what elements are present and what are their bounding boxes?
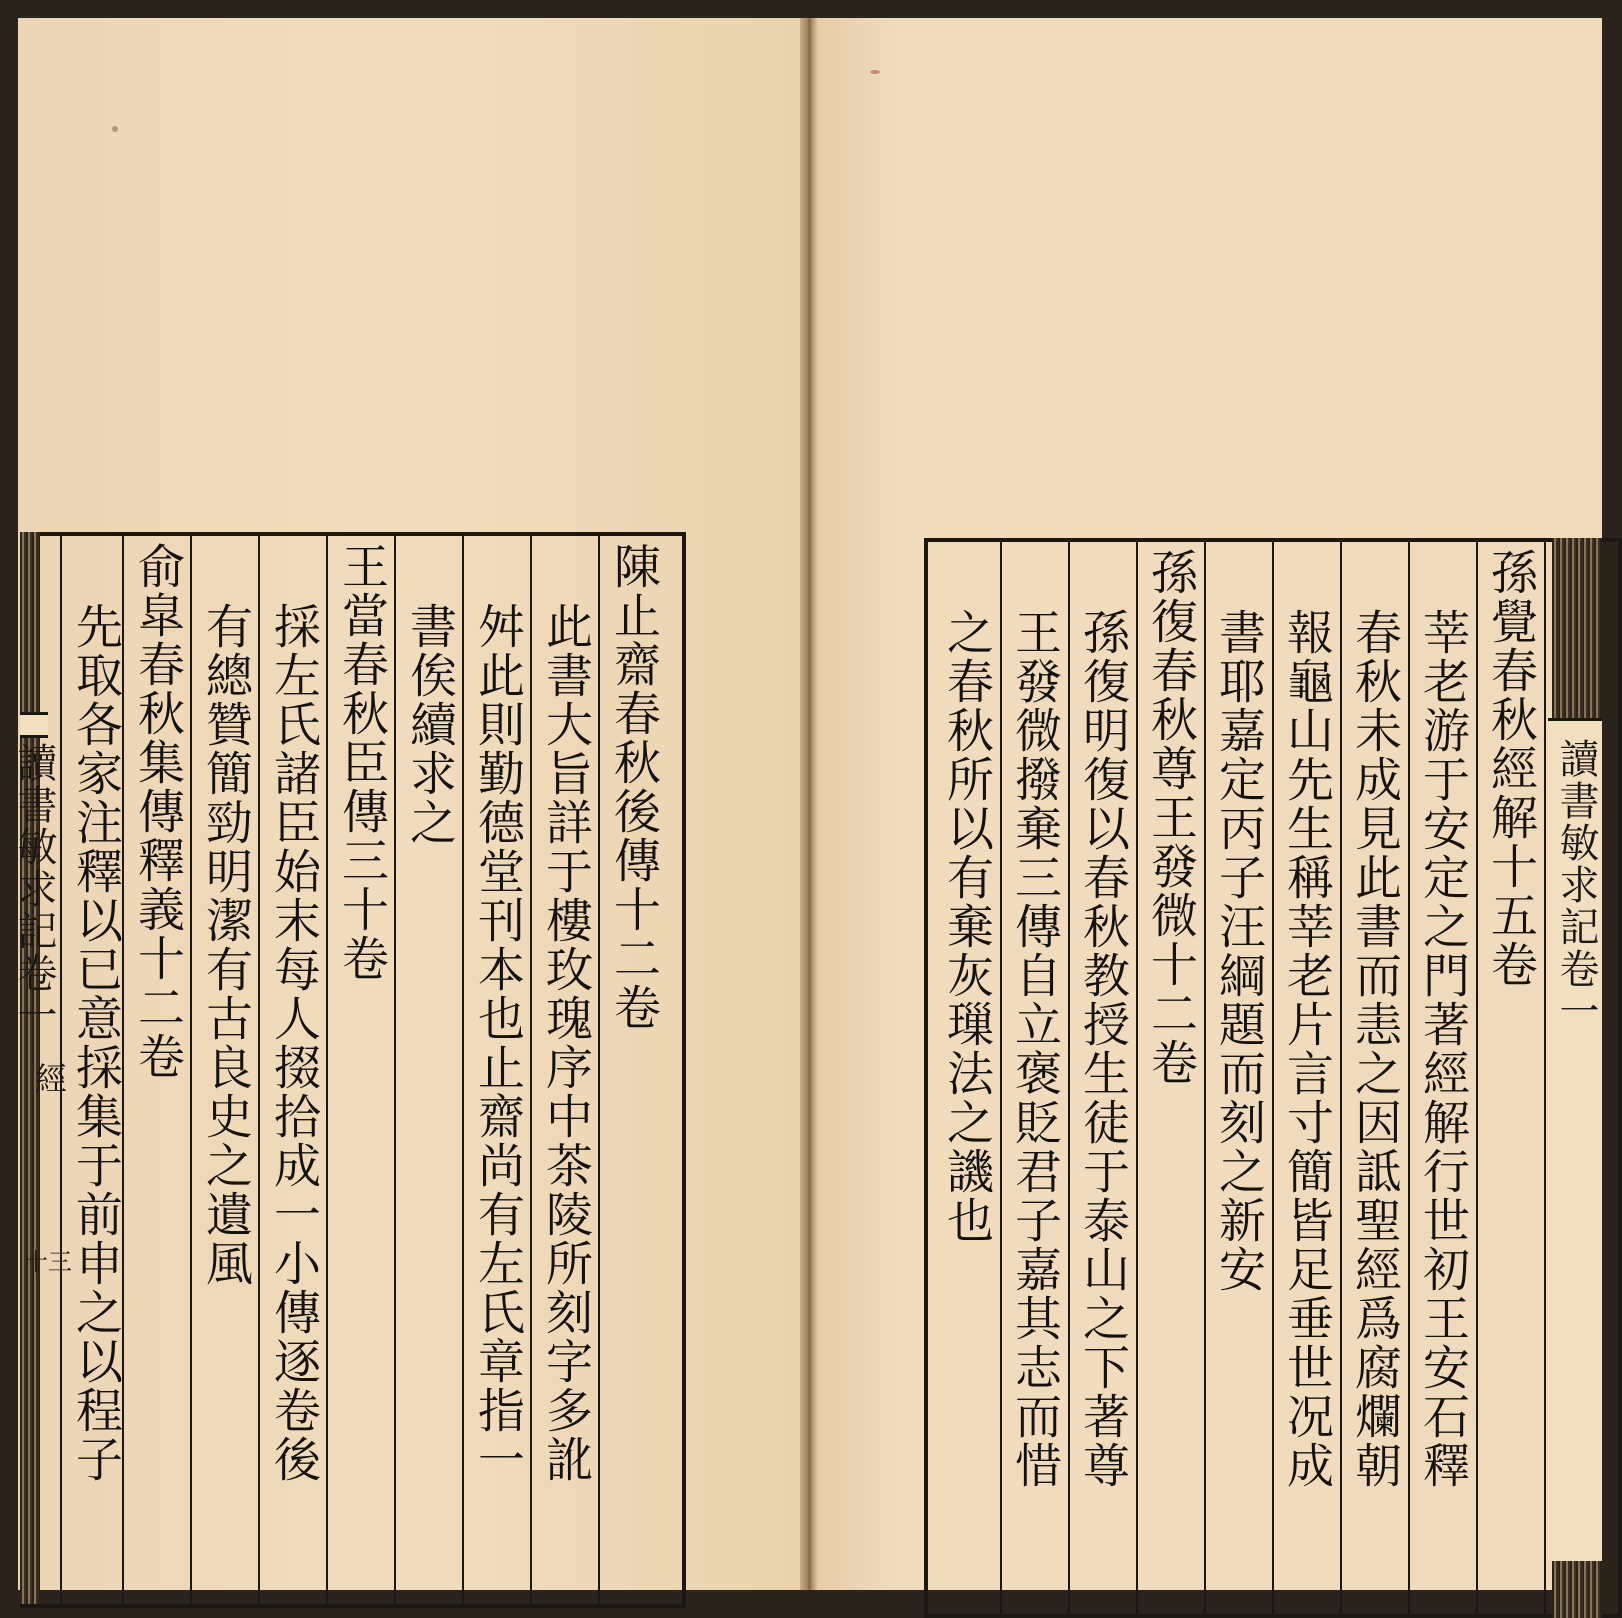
folio-number: 十三 xyxy=(24,1248,72,1276)
column-rule xyxy=(1000,538,1002,1618)
column-rule xyxy=(1340,538,1342,1618)
column-rule xyxy=(258,532,260,1604)
column-rule xyxy=(1204,538,1206,1618)
column-rule xyxy=(394,532,396,1604)
text-column: 舛此則勤德堂刊本也止齋尚有左氏章指一 xyxy=(470,602,525,1484)
text-column: 王當春秋臣傳三十卷 xyxy=(334,542,389,983)
text-column: 之春秋所以有棄灰璅法之譏也 xyxy=(939,608,994,1245)
column-rule xyxy=(190,532,192,1604)
column-rule xyxy=(530,532,532,1604)
column-rule xyxy=(462,532,464,1604)
text-column: 此書大旨詳于樓玫瑰序中茶陵所刻字多訛 xyxy=(538,602,593,1484)
text-column: 採左氏諸臣始末每人掇拾成一小傳逐卷後 xyxy=(266,602,321,1484)
text-column: 書耶嘉定丙子汪綱題而刻之新安 xyxy=(1211,608,1266,1294)
text-column: 春秋未成見此書而恚之因詆聖經爲腐爛朝 xyxy=(1347,608,1402,1490)
text-column: 孫覺春秋經解十五卷 xyxy=(1483,548,1538,989)
paper-stain xyxy=(112,126,118,132)
text-column: 書俟續求之 xyxy=(402,602,457,847)
text-column: 報龜山先生稱莘老片言寸簡皆足垂世况成 xyxy=(1279,608,1334,1490)
column-rule xyxy=(1544,538,1546,1618)
column-rule xyxy=(1068,538,1070,1618)
column-rule xyxy=(1136,538,1138,1618)
text-column: 孫復春秋尊王發微十二卷 xyxy=(1143,548,1198,1087)
text-column: 有總贊簡勁明潔有古良史之遺風 xyxy=(198,602,253,1288)
left-text-block xyxy=(11,532,686,1604)
margin-section-label: 經 xyxy=(30,1062,68,1094)
column-rule xyxy=(1476,538,1478,1618)
text-column: 先取各家注釋以已意採集于前申之以程子 xyxy=(68,602,123,1484)
paper-stain xyxy=(870,70,880,74)
text-column: 莘老游于安定之門著經解行世初王安石釋 xyxy=(1415,608,1470,1490)
book-gutter xyxy=(800,18,818,1590)
column-rule xyxy=(1272,538,1274,1618)
column-rule xyxy=(598,532,600,1604)
column-rule xyxy=(1408,538,1410,1618)
right-text-block xyxy=(924,538,1602,1618)
fold-center-band xyxy=(20,712,48,738)
margin-book-title: 讀書敏求記卷一 xyxy=(1553,738,1599,1032)
column-rule xyxy=(326,532,328,1604)
margin-book-title: 讀書敏求記卷一 xyxy=(11,742,57,1036)
text-column: 陳止齋春秋後傳十二卷 xyxy=(606,542,661,1032)
text-column: 孫復明復以春秋教授生徒于泰山之下著尊 xyxy=(1075,608,1130,1490)
text-column: 王發微撥棄三傳自立褒貶君子嘉其志而惜 xyxy=(1007,608,1062,1490)
text-column: 俞皐春秋集傳釋義十二卷 xyxy=(130,542,185,1081)
